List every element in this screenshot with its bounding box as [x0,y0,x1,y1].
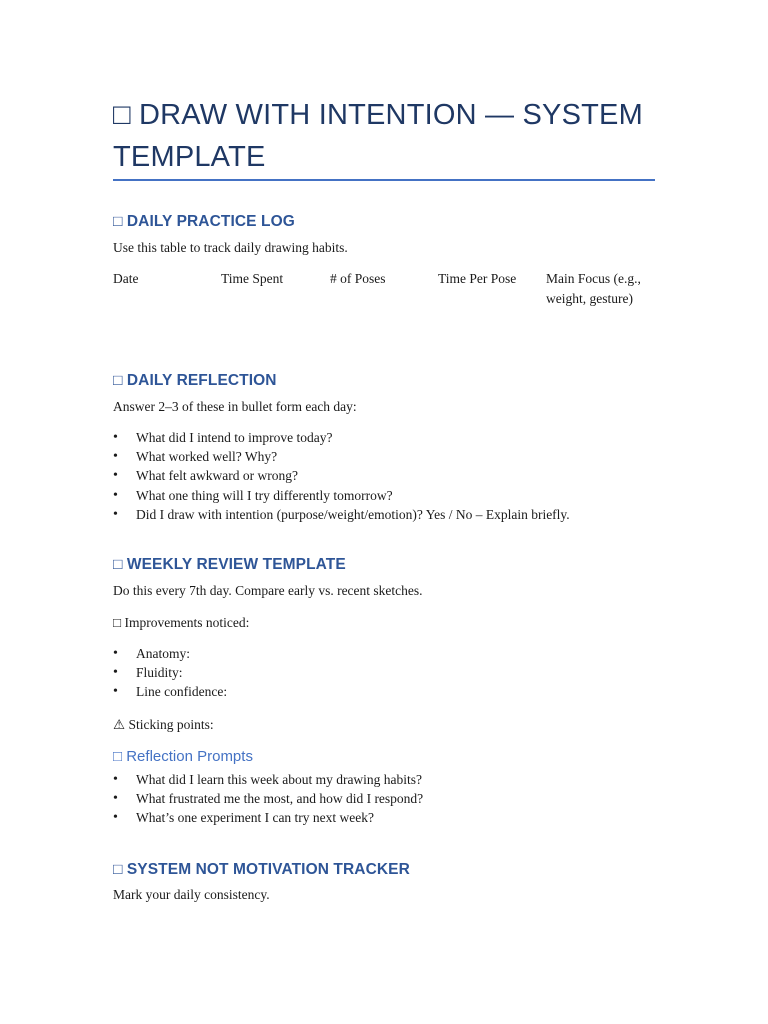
list-item: • What felt awkward or wrong? [113,466,570,485]
column-header-time-per-pose: Time Per Pose [438,271,517,286]
bullet-icon: • [113,468,118,484]
bullet-icon: • [113,487,118,503]
list-item: • What did I intend to improve today? [113,428,570,447]
heading-weekly-review: □ WEEKLY REVIEW TEMPLATE [113,556,346,573]
column-header-poses: # of Poses [330,271,386,286]
column-header-main-focus: Main Focus (e.g., weight, gesture) [546,271,641,306]
improvements-label: □ Improvements noticed: [113,615,250,630]
bullet-icon: • [113,449,118,465]
list-item: • What one thing will I try differently tomorrow? [113,486,570,505]
sticking-points-label: ⚠ Sticking points: [113,717,214,732]
column-header-time-spent: Time Spent [221,271,284,286]
reflection-intro: Answer 2–3 of these in bullet form each day: [113,399,357,414]
list-item: • Did I draw with intention (purpose/weight/emotion)? Yes / No – Explain briefly. [113,505,570,524]
practice-log-table-header [113,269,658,329]
bullet-icon: • [113,646,118,661]
bullet-icon: • [113,791,118,807]
list-item: • Fluidity: [113,663,227,682]
prompts-list [113,770,423,828]
column-header-date: Date [113,271,139,286]
practice-log-intro: Use this table to track daily drawing habits. [113,240,348,255]
heading-system-tracker: □ SYSTEM NOT MOTIVATION TRACKER [113,861,410,878]
bullet-icon: • [113,810,118,826]
document-title: □ DRAW WITH INTENTION — SYSTEM TEMPLATE [113,99,643,173]
list-item: • Anatomy: [113,644,227,663]
list-item: • What did I learn this week about my drawing habits? [113,770,423,789]
bullet-icon: • [113,665,118,681]
heading-daily-practice-log: □ DAILY PRACTICE LOG [113,213,295,230]
weekly-intro: Do this every 7th day. Compare early vs. recent sketches. [113,583,423,598]
bullet-icon: • [113,506,118,522]
list-item: • Line confidence: [113,682,227,701]
list-item: • What’s one experiment I can try next week? [113,808,423,827]
tracker-intro: Mark your daily consistency. [113,887,270,902]
list-item: • What worked well? Why? [113,447,570,466]
heading-daily-reflection: □ DAILY REFLECTION [113,372,277,389]
list-item: • What frustrated me the most, and how did I respond? [113,789,423,808]
bullet-icon: • [113,430,118,445]
heading-reflection-prompts: □ Reflection Prompts [113,748,253,765]
improvements-list [113,644,227,702]
bullet-icon: • [113,684,118,700]
reflection-list [113,428,570,524]
title-underline [113,179,655,181]
bullet-icon: • [113,772,118,787]
